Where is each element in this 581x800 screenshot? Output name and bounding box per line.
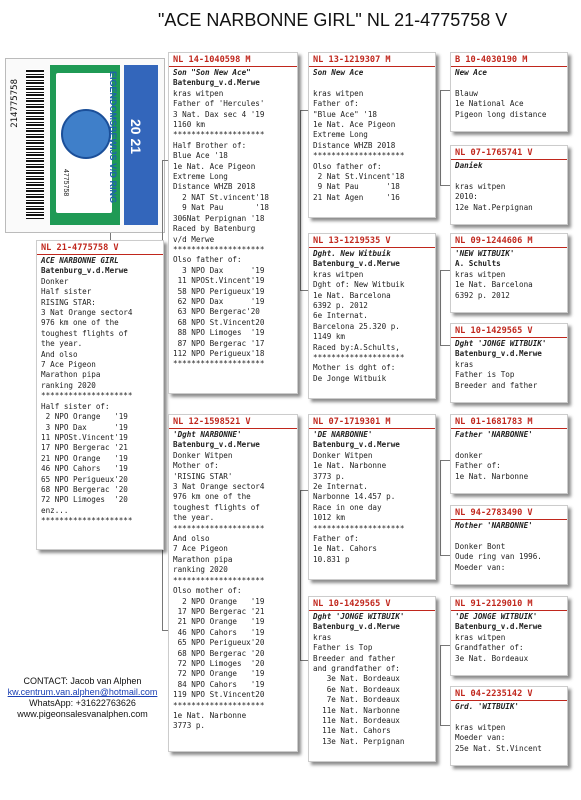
ring-number: B 10-4030190 M	[451, 53, 567, 67]
card-line: 25e Nat. St.Vincent	[455, 743, 542, 753]
card-body	[451, 67, 567, 121]
card-line: Donker Bont	[455, 541, 506, 551]
card-line: Daniek	[455, 161, 483, 170]
card-body	[37, 255, 163, 528]
card-line: ********************	[41, 516, 133, 526]
card-line: 11 NPOSt.Vincent'19	[41, 432, 128, 442]
ring-number: NL 10-1429565 V	[451, 324, 567, 338]
card-body	[309, 611, 435, 748]
card-line: Breeder and father	[455, 380, 538, 390]
card-line	[455, 712, 563, 722]
card-line: Batenburg_v.d.Merwe	[455, 622, 542, 632]
card-line: 112 NPO Perigueux'18	[173, 348, 265, 358]
card-line: 'RISING STAR'	[173, 471, 233, 481]
card-line: 'DE JONGE WITBUIK'	[455, 612, 538, 621]
card-line: Mother of:	[173, 461, 219, 471]
ring-number: NL 94-2783490 V	[451, 506, 567, 520]
card-line: 10.831 p	[313, 554, 350, 564]
card-body	[451, 338, 567, 392]
card-line: Batenburg_v.d.Merwe	[313, 259, 400, 269]
card-line: ********************	[173, 575, 265, 585]
card-line: 306Nat Perpignan '18	[173, 213, 265, 223]
pedigree-card-sdd	[450, 323, 568, 403]
contact-footer	[0, 676, 165, 720]
card-line: 7 Ace Pigeon	[41, 360, 96, 370]
card-line: Half sister	[41, 287, 92, 297]
page-title: "ACE NARBONNE GIRL" NL 21-4775758 V	[158, 10, 508, 30]
website-link[interactable]: www.pigeonsalesvanalphen.com	[17, 709, 148, 719]
card-line: 68 NPO Bergerac '20	[41, 484, 128, 494]
pedigree-card-dam	[168, 414, 298, 752]
card-line	[455, 171, 563, 181]
card-line: And olso	[41, 349, 78, 359]
card-line: Olso father of:	[173, 255, 242, 265]
pedigree-card-ssd	[450, 145, 568, 225]
card-line: Father of:	[455, 461, 501, 471]
pedigree-card-dds	[450, 596, 568, 676]
card-body	[451, 520, 567, 574]
card-line: Marathon pipa	[173, 554, 233, 564]
card-line: 3 NPO Dax '19	[173, 265, 265, 275]
card-line: 21 NPO Orange '19	[173, 617, 265, 627]
card-line: 58 NPO Perigueux'19	[173, 286, 265, 296]
card-line: Batenburg_v.d.Merwe	[173, 78, 260, 88]
card-line: ********************	[313, 353, 405, 363]
pedigree-card-sire-dam	[308, 233, 436, 399]
card-line	[455, 531, 563, 541]
ring-number: NL 21-4775758 V	[37, 241, 163, 255]
card-line: 72 NPO Limoges '20	[173, 658, 265, 668]
card-line: Blauw	[455, 88, 478, 98]
pedigree-card-sire-sire	[308, 52, 436, 218]
card-line: 3e Nat. Bordeaux	[313, 674, 400, 684]
pedigree-card-sss	[450, 52, 568, 132]
card-line: And olso	[173, 534, 210, 544]
card-line: 65 NPO Perigueux'20	[41, 474, 128, 484]
card-line: kras	[313, 632, 332, 642]
card-line: Mother 'NARBONNE'	[455, 521, 533, 530]
card-line: ********************	[173, 359, 265, 369]
ring-number: NL 12-1598521 V	[169, 415, 297, 429]
card-line: 65 NPO Perigueux'20	[173, 638, 265, 648]
card-line: Distance WHZB 2018	[173, 182, 256, 192]
card-body	[309, 67, 435, 204]
card-line: 21 Nat Agen '16	[313, 192, 400, 202]
card-line: Batenburg_v.d.Merwe	[173, 440, 260, 450]
card-line: 1e Nat. Narbonne	[455, 471, 529, 481]
card-line: Dght 'JONGE WITBUIK'	[455, 339, 547, 348]
ring-year: 20 21	[128, 119, 144, 155]
card-line: Father of:	[313, 99, 359, 109]
card-line: Batenburg_v.d.Merwe	[455, 349, 542, 359]
card-body	[451, 701, 567, 755]
card-line: Moeder van:	[455, 562, 506, 572]
card-line: Grandfather of:	[455, 643, 524, 653]
whatsapp-number: WhatsApp: +31622763626	[29, 698, 136, 708]
pedigree-card-dss	[450, 414, 568, 494]
card-line: Dght 'JONGE WITBUIK'	[313, 612, 405, 621]
card-line: Father is Top	[455, 370, 515, 380]
card-line: Batenburg_v.d.Merwe	[313, 440, 400, 450]
card-line: 2 NPO Orange '19	[41, 412, 128, 422]
pedigree-card-dam-sire	[308, 414, 436, 580]
card-line: Moeder van:	[455, 733, 506, 743]
card-line: 87 NPO Bergerac '17	[173, 338, 265, 348]
card-line: 2 Nat St.Vincent'18	[313, 172, 405, 182]
card-line: kras witpen	[455, 269, 506, 279]
pedigree-card-ddd	[450, 686, 568, 766]
card-line	[313, 78, 431, 88]
card-line: A. Schults	[455, 259, 501, 269]
ring-number: NL 13-1219307 M	[309, 53, 435, 67]
card-line: 3 Nat Orange sector4	[41, 308, 133, 318]
card-line: 3773 p.	[313, 471, 346, 481]
card-line	[455, 78, 563, 88]
card-line: 1012 km	[313, 513, 346, 523]
card-line	[455, 440, 563, 450]
card-line: Race in one day	[313, 502, 382, 512]
card-line: toughest flights of	[41, 328, 128, 338]
card-line: Raced by Batenburg	[173, 224, 256, 234]
card-line: 1e Nat. Narbonne	[313, 461, 387, 471]
card-line: ********************	[41, 391, 133, 401]
card-line: kras witpen	[313, 88, 364, 98]
pedigree-card-dsd	[450, 505, 568, 585]
card-line: Olso father of:	[313, 161, 382, 171]
pedigree-card-subject	[36, 240, 164, 550]
card-line: ********************	[313, 151, 405, 161]
card-line: 72 NPO Limoges '20	[41, 495, 128, 505]
card-line: the year.	[41, 339, 83, 349]
card-line: Olso mother of:	[173, 586, 242, 596]
ring-number: NL 13-1219535 V	[309, 234, 435, 248]
card-line: 17 NPO Bergerac '21	[41, 443, 128, 453]
contact-name: CONTACT: Jacob van Alphen	[23, 676, 142, 686]
card-line: 6e Nat. Bordeaux	[313, 684, 400, 694]
card-line: 'Dght NARBONNE'	[173, 430, 242, 439]
card-line: Half sister of:	[41, 401, 110, 411]
card-line: 11e Nat. Narbonne	[313, 705, 400, 715]
card-line: 9 Nat Pau '18	[313, 182, 400, 192]
card-body	[309, 429, 435, 566]
card-line: 11 NPOSt.Vincent'19	[173, 276, 265, 286]
card-line: New Ace	[455, 68, 488, 77]
card-line: kras witpen	[455, 632, 506, 642]
card-line: Father 'NARBONNE'	[455, 430, 533, 439]
card-line: ********************	[173, 700, 265, 710]
pedigree-card-sds	[450, 233, 568, 313]
card-line: 72 NPO Orange '19	[173, 669, 265, 679]
card-line: Oude ring van 1996.	[455, 552, 542, 562]
barcode	[26, 69, 44, 219]
ring-number: NL 10-1429565 V	[309, 597, 435, 611]
ring-number: NL 01-1681783 M	[451, 415, 567, 429]
card-line: Donker Witpen	[173, 450, 233, 460]
card-line: 13e Nat. Perpignan	[313, 736, 405, 746]
card-line: kras witpen	[173, 88, 224, 98]
card-line: Narbonne 14.457 p.	[313, 492, 396, 502]
card-line: Barcelona 25.320 p.	[313, 321, 400, 331]
card-line: Distance WHZB 2018	[313, 140, 396, 150]
card-line: 46 NPO Cahors '19	[173, 627, 265, 637]
card-line: 6392 p. 2012	[455, 290, 510, 300]
card-line: 'DE NARBONNE'	[313, 430, 373, 439]
card-line: ********************	[173, 244, 265, 254]
ring-number: NL 07-1765741 V	[451, 146, 567, 160]
card-line: 63 NPO Bergerac'20	[173, 307, 260, 317]
card-line: 12e Nat.Perpignan	[455, 202, 533, 212]
card-line: 11e Nat. Cahors	[313, 726, 391, 736]
card-line: Father is Top	[313, 643, 373, 653]
email-link[interactable]: kw.centrum.van.alphen@hotmail.com	[7, 687, 158, 697]
card-line: 21 NPO Orange '19	[41, 453, 128, 463]
card-line: 2 NAT St.vincent'18	[173, 192, 270, 202]
card-line: De Jonge Witbuik	[313, 373, 387, 383]
ring-ownership-label: EIGENDOMSBEWIJS V/D RING	[108, 71, 118, 204]
card-line: 1e Nat. Barcelona	[313, 290, 391, 300]
ring-number: NL 07-1719301 M	[309, 415, 435, 429]
card-line: kras witpen	[313, 269, 364, 279]
card-line: 6e Internat.	[313, 311, 368, 321]
card-body	[451, 611, 567, 665]
card-line: 976 km one of the	[41, 318, 119, 328]
card-line: Son New Ace	[313, 68, 364, 77]
card-line: Breeder and father	[313, 653, 396, 663]
card-line: 68 NPO St.Vincent20	[173, 317, 265, 327]
card-line: 3 NPO Dax '19	[41, 422, 128, 432]
card-body	[451, 429, 567, 483]
card-line: 9 Nat Pau '18	[173, 203, 270, 213]
card-line: 2e Internat.	[313, 482, 368, 492]
card-line: toughest flights of	[173, 502, 260, 512]
card-line: Donker	[41, 276, 69, 286]
card-body	[169, 67, 297, 371]
card-body	[451, 160, 567, 214]
card-line: Father of:	[313, 534, 359, 544]
card-line: 1e Nat. Cahors	[313, 544, 378, 554]
card-line: 1e Nat. Ace Pigeon	[313, 120, 396, 130]
ring-number: NL 09-1244606 M	[451, 234, 567, 248]
card-line: the year.	[173, 513, 215, 523]
card-line: Mother is dght of:	[313, 363, 396, 373]
card-line: kras witpen	[455, 722, 506, 732]
card-line: Blue Ace '18	[173, 151, 228, 161]
card-line: 1e National Ace	[455, 99, 524, 109]
card-body	[309, 248, 435, 385]
card-line: 976 km one of the	[173, 492, 251, 502]
card-line: ACE NARBONNE GIRL	[41, 256, 119, 265]
card-line: Dght. New Witbuik	[313, 249, 391, 258]
npo-seal-logo	[61, 109, 111, 159]
card-line: 11e Nat. Bordeaux	[313, 716, 400, 726]
card-line: 3 Nat. Dax sec 4 '19	[173, 109, 265, 119]
card-line: ********************	[173, 130, 265, 140]
card-line: 2010:	[455, 192, 478, 202]
card-line: "Blue Ace" '18	[313, 109, 378, 119]
card-line: Batenburg_v.d.Merwe	[313, 622, 400, 632]
card-line: 1160 km	[173, 120, 206, 130]
card-line: Son "Son New Ace"	[173, 68, 251, 77]
card-line: Extreme Long	[313, 130, 368, 140]
card-line: 84 NPO Cahors '19	[173, 679, 265, 689]
card-line: 7 Ace Pigeon	[173, 544, 228, 554]
card-line: 2 NPO Orange '19	[173, 596, 265, 606]
card-line: 3 Nat Orange sector4	[173, 482, 265, 492]
card-line: v/d Merwe	[173, 234, 215, 244]
ring-certificate	[5, 58, 165, 233]
card-line: ranking 2020	[173, 565, 228, 575]
pedigree-card-sire	[168, 52, 298, 394]
card-line: Pigeon long distance	[455, 109, 547, 119]
card-line: ranking 2020	[41, 380, 96, 390]
ring-number-small: 4775758	[62, 169, 69, 197]
card-line: 68 NPO Bergerac '20	[173, 648, 265, 658]
card-body	[451, 248, 567, 302]
ring-number: NL 14-1040598 M	[169, 53, 297, 67]
card-line: Extreme Long	[173, 172, 228, 182]
card-line: Half Brother of:	[173, 140, 247, 150]
card-line: Donker Witpen	[313, 450, 373, 460]
card-line: enz...	[41, 505, 69, 515]
card-line: 3e Nat. Bordeaux	[455, 653, 529, 663]
card-line: ********************	[173, 523, 265, 533]
card-body	[169, 429, 297, 733]
card-line: Batenburg_v.d.Merwe	[41, 266, 128, 276]
card-line: donker	[455, 450, 483, 460]
card-line: 'NEW WITBUIK'	[455, 249, 515, 258]
card-line: 119 NPO St.Vincent20	[173, 690, 265, 700]
card-line: 7e Nat. Bordeaux	[313, 695, 400, 705]
card-line: 1e Nat. Barcelona	[455, 280, 533, 290]
card-line: 1149 km	[313, 332, 346, 342]
card-line: 62 NPO Dax '19	[173, 296, 265, 306]
card-line: Dght of: New Witbuik	[313, 280, 405, 290]
card-line: RISING STAR:	[41, 297, 96, 307]
card-line: 1e Nat. Ace Pigeon	[173, 161, 256, 171]
ring-number: NL 04-2235142 V	[451, 687, 567, 701]
ring-number: NL 91-2129010 M	[451, 597, 567, 611]
card-line: Father of 'Hercules'	[173, 99, 265, 109]
ring-barcode-number: 214775758	[10, 79, 20, 128]
card-line: 3773 p.	[173, 721, 206, 731]
card-line: Grd. 'WITBUIK'	[455, 702, 520, 711]
card-line: ********************	[313, 523, 405, 533]
card-line: Marathon pipa	[41, 370, 101, 380]
card-line: and grandfather of:	[313, 664, 400, 674]
card-line: kras	[455, 359, 474, 369]
card-line: 17 NPO Bergerac '21	[173, 606, 265, 616]
card-line: 1e Nat. Narbonne	[173, 710, 247, 720]
pedigree-card-dam-dam	[308, 596, 436, 762]
card-line: 88 NPO Limoges '19	[173, 328, 265, 338]
card-line: 6392 p. 2012	[313, 301, 368, 311]
card-line: Raced by:A.Schults,	[313, 342, 400, 352]
card-line: kras witpen	[455, 181, 506, 191]
card-line: 46 NPO Cahors '19	[41, 464, 128, 474]
